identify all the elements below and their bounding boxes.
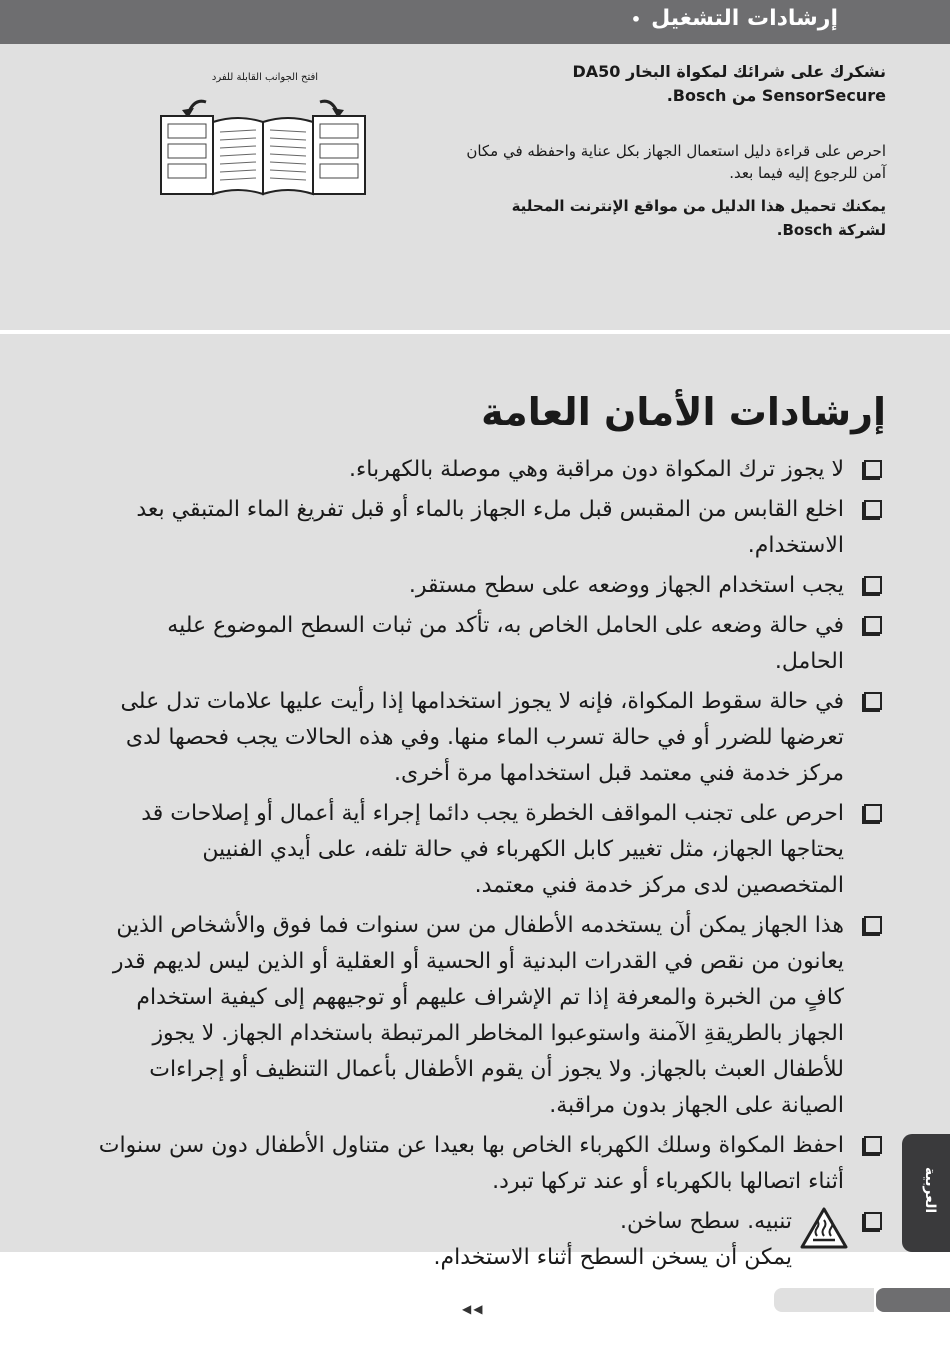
checkbox-bullet-icon — [864, 1212, 882, 1230]
checkbox-bullet-icon — [864, 576, 882, 594]
list-item — [92, 796, 892, 904]
checkbox-bullet-icon — [864, 692, 882, 710]
list-item-text: اخلع القابس من المقبس قبل ملء الجهاز بالماء أو قبل تفريغ الماء المتبقي بعد الاستخدام. — [136, 497, 844, 558]
pager-bar-dark — [876, 1288, 950, 1312]
list-item — [92, 684, 892, 792]
safety-list — [92, 452, 892, 1280]
list-item — [92, 568, 892, 604]
page-arrows-icon: ◀◀ — [462, 1302, 485, 1316]
list-item-hot-surface — [92, 1204, 892, 1276]
header-title: إرشادات التشغيل • — [631, 6, 838, 31]
checkbox-bullet-icon — [864, 616, 882, 634]
checkbox-bullet-icon — [864, 916, 882, 934]
list-item-text: لا يجوز ترك المكواة دون مراقبة وهي موصلة بالكهرباء. — [348, 457, 844, 482]
hot-surface-warning-icon — [800, 1206, 848, 1262]
list-item-text: احفظ المكواة وسلك الكهرباء الخاص بها بعيدا عن متناول الأطفال دون سن سنوات أثناء اتصالها بالكهرباء أو عند تركها تبرد. — [98, 1133, 844, 1194]
checkbox-bullet-icon — [864, 460, 882, 478]
list-item-text: في حالة وضعه على الحامل الخاص به، تأكد من ثبات السطح الموضوع عليه الحامل. — [167, 613, 844, 674]
hot-surface-line-1: تنبيه. سطح ساخن. — [620, 1209, 792, 1234]
list-item-text: يجب استخدام الجهاز ووضعه على سطح مستقر. — [408, 573, 844, 598]
header-bar — [0, 0, 950, 44]
list-item — [92, 1128, 892, 1200]
thanks-text: نشكرك على شرائك لمكواة البخار DA50 SensorSecure من Bosch. — [572, 62, 886, 105]
download-note: يمكنك تحميل هذا الدليل من مواقع الإنترنت المحلية لشركة Bosch. — [511, 197, 886, 239]
safety-title: إرشادات الأمان العامة — [481, 390, 886, 434]
list-item — [92, 908, 892, 1124]
foldout-book-illustration — [158, 92, 368, 202]
list-item — [92, 608, 892, 680]
guide-note: احرص على قراءة دليل استعمال الجهاز بكل عناية واحفظه في مكان آمن للرجوع إليه فيما بعد. — [466, 142, 886, 182]
list-item-text: احرص على تجنب المواقف الخطرة يجب دائما إجراء أية أعمال أو إصلاحات قد يحتاجها الجهاز، مثل تغيير كابل الكهرباء في حالة تلفه، على أيدي الفنيين المتخصصين لدى مركز خدمة فني معتمد. — [141, 801, 844, 898]
hot-surface-line-2: يمكن أن يسخن السطح أثناء الاستخدام. — [433, 1245, 792, 1270]
language-label: العربية — [922, 1166, 938, 1214]
checkbox-bullet-icon — [864, 1136, 882, 1154]
book-caption: افتح الجوانب القابلة للفرد — [211, 72, 319, 83]
list-item-text: هذا الجهاز يمكن أن يستخدمه الأطفال من سن سنوات فما فوق والأشخاص الذين يعانون من نقص في القدرات البدنية أو الحسية أو العقلية أو الذين ليس لديهم قدر كافٍ من الخبرة والمعرفة إذا تم الإشراف عليهم أو توجيههم إلى كيفية استخدام الجهاز بالطريقةِ الآمنة واستوعبوا المخاطر المرتبطة باستخدام الجهاز. لا يجوز للأطفال العبث بالجهاز. ولا يجوز أن يقوم الأطفال بأعمال التنظيف أو إجراءات الصيانة على الجهاز بدون مراقبة. — [112, 913, 844, 1118]
list-item-text: في حالة سقوط المكواة، فإنه لا يجوز استخدامها إذا رأيت عليها علامات تدل على تعرضها للضرر أو في حالة تسرب الماء منها. وفي هذه الحالات يجب فحصها لدى مركز خدمة فني معتمد قبل استخدامها مرة أخرى. — [120, 689, 844, 786]
list-item — [92, 492, 892, 564]
checkbox-bullet-icon — [864, 804, 882, 822]
checkbox-bullet-icon — [864, 500, 882, 518]
list-item — [92, 452, 892, 488]
pager-bar-light — [774, 1288, 874, 1312]
